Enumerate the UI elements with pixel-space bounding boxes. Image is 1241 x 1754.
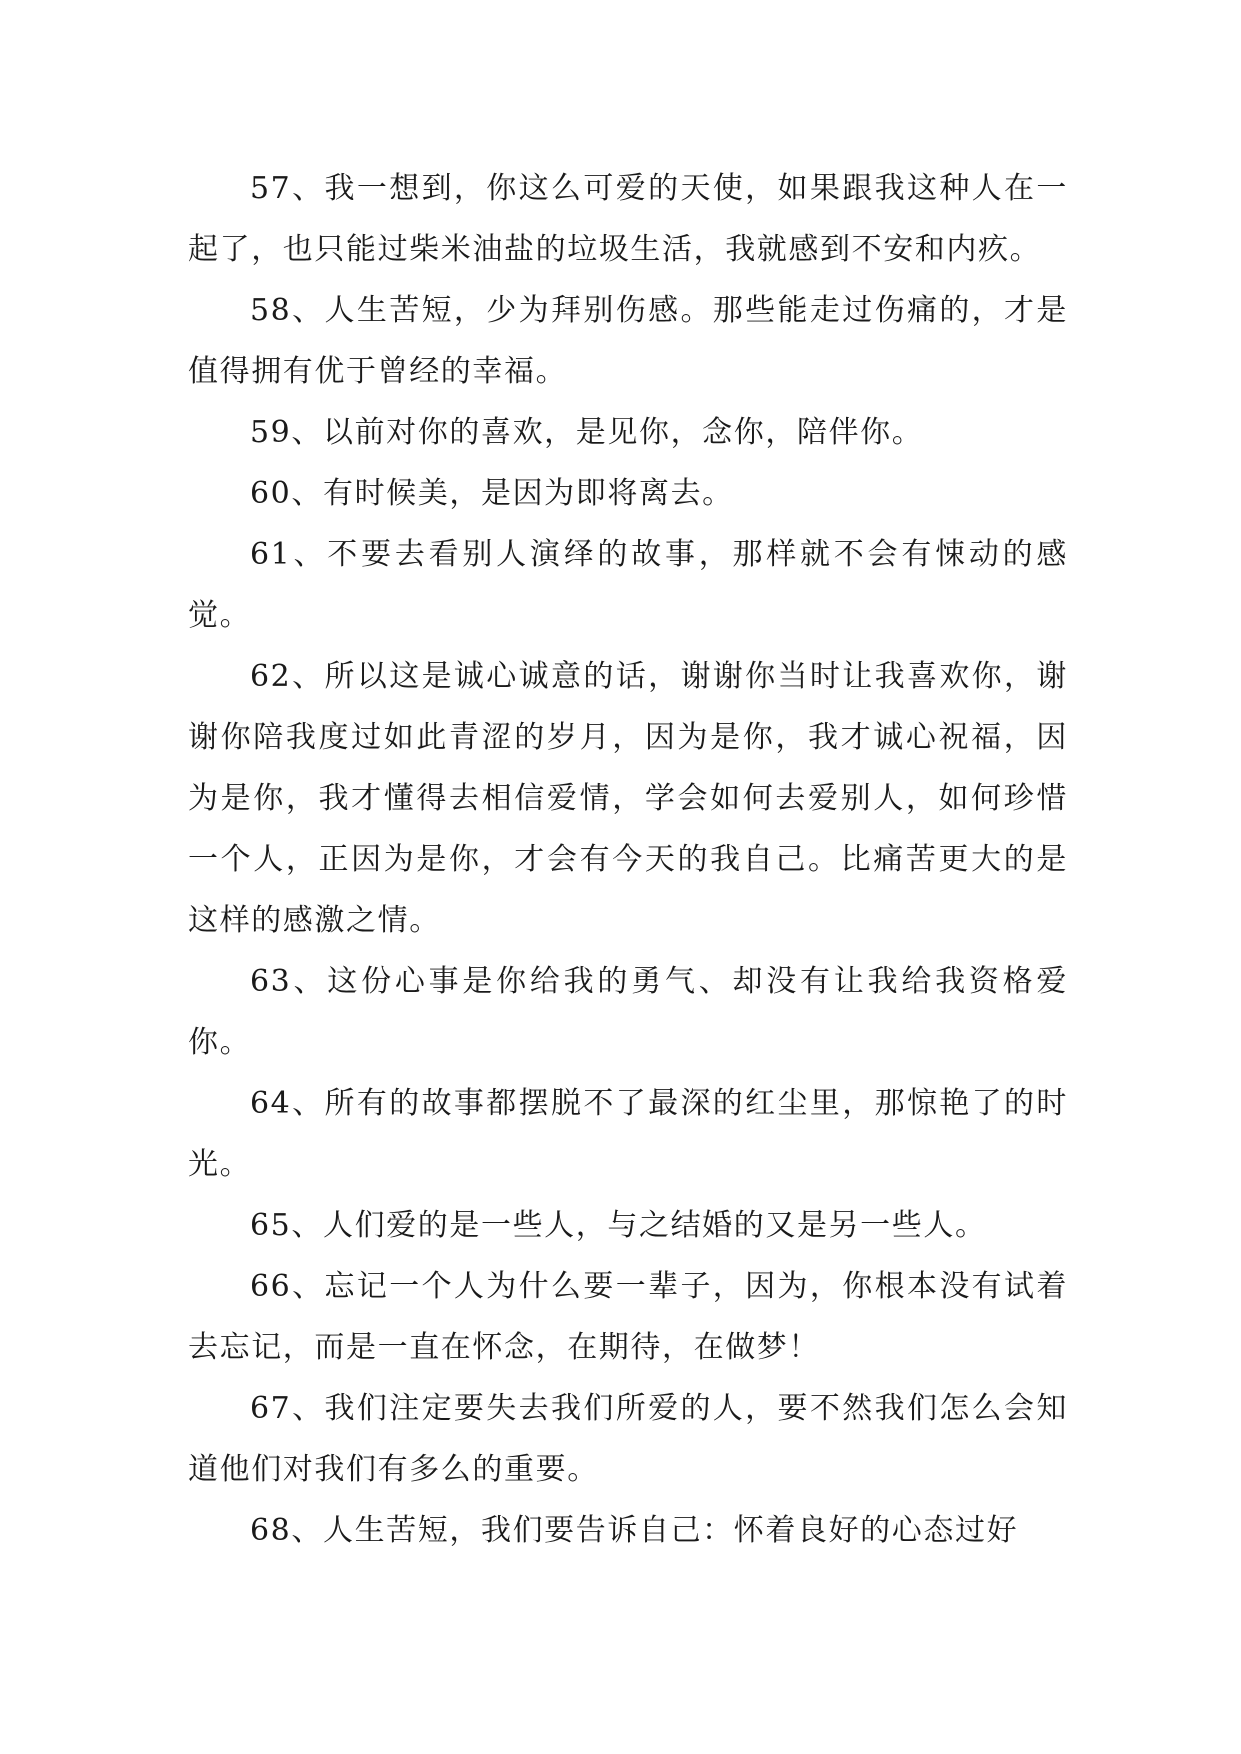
- paragraph-68: 68、人生苦短，我们要告诉自己：怀着良好的心态过好: [250, 1513, 1019, 1548]
- paragraph-59: 59、以前对你的喜欢，是见你，念你，陪伴你。: [250, 415, 924, 450]
- paragraph-61: 61、不要去看别人演绎的故事，那样就不会有悚动的感觉。: [188, 537, 1068, 633]
- paragraph-60: 60、有时候美，是因为即将离去。: [250, 476, 734, 511]
- paragraph-62: 62、所以这是诚心诚意的话，谢谢你当时让我喜欢你，谢谢你陪我度过如此青涩的岁月，因为是你，我才诚心祝福，因为是你，我才懂得去相信爱情，学会如何去爱别人，如何珍惜一个人，正因为是你，才会有今天的我自己。比痛苦更大的是这样的感激之情。: [188, 659, 1068, 938]
- paragraph-58: 58、人生苦短，少为拜别伤感。那些能走过伤痛的，才是值得拥有优于曾经的幸福。: [188, 293, 1068, 389]
- paragraph-67: 67、我们注定要失去我们所爱的人，要不然我们怎么会知道他们对我们有多么的重要。: [188, 1391, 1068, 1487]
- paragraph-64: 64、所有的故事都摆脱不了最深的红尘里，那惊艳了的时光。: [188, 1086, 1068, 1182]
- document-body: [188, 158, 1068, 1561]
- paragraph-63: 63、这份心事是你给我的勇气、却没有让我给我资格爱你。: [188, 964, 1068, 1060]
- paragraph-65: 65、人们爱的是一些人，与之结婚的又是另一些人。: [250, 1208, 987, 1243]
- paragraph-57: 57、我一想到，你这么可爱的天使，如果跟我这种人在一起了，也只能过柴米油盐的垃圾生活，我就感到不安和内疚。: [188, 171, 1068, 267]
- paragraph-66: 66、忘记一个人为什么要一辈子，因为，你根本没有试着去忘记，而是一直在怀念，在期待，在做梦！: [188, 1269, 1068, 1365]
